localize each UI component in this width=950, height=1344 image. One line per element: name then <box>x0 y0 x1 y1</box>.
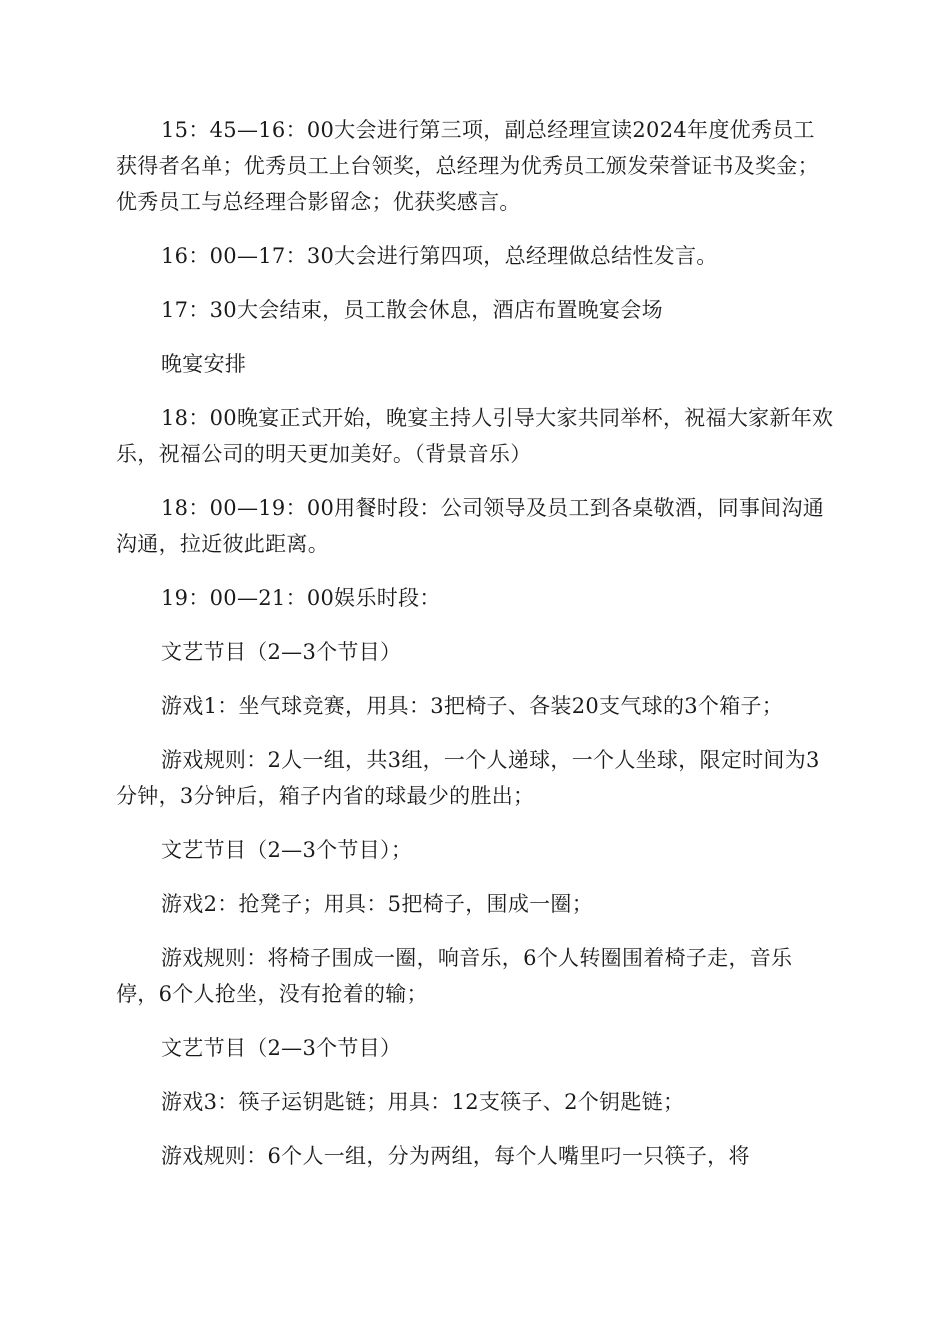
paragraph-performance-2: 文艺节目（2—3个节目）； <box>161 838 413 862</box>
paragraph-award-ceremony: 15：45—16：00大会进行第三项，副总经理宣读2024年度优秀员工获得者名单；优秀员工上台领奖，总经理为优秀员工颁发荣誉证书及奖金；优秀员工与总经理合影留念；优获奖感言。 <box>116 118 819 214</box>
paragraph-performance-1: 文艺节目（2—3个节目） <box>161 640 402 664</box>
paragraph-closing-speech: 16：00—17：30大会进行第四项，总经理做总结性发言。 <box>161 244 718 268</box>
paragraph-game-1: 游戏1：坐气球竞赛，用具：3把椅子、各装20支气球的3个箱子； <box>161 694 784 718</box>
section-heading-banquet: 晚宴安排 <box>161 352 247 376</box>
paragraph-meeting-end: 17：30大会结束，员工散会休息，酒店布置晚宴会场 <box>161 298 663 322</box>
paragraph-banquet-start: 18：00晚宴正式开始，晚宴主持人引导大家共同举杯，祝福大家新年欢乐，祝福公司的明天更加美好。（背景音乐） <box>116 406 834 466</box>
paragraph-entertainment: 19：00—21：00娱乐时段： <box>161 586 441 610</box>
paragraph-dining: 18：00—19：00用餐时段：公司领导及员工到各桌敬酒，同事间沟通沟通，拉近彼此距离。 <box>116 496 825 556</box>
paragraph-game-1-rules: 游戏规则：2人一组，共3组，一个人递球，一个人坐球，限定时间为3分钟，3分钟后，箱子内省的球最少的胜出； <box>116 748 820 808</box>
paragraph-game-3: 游戏3：筷子运钥匙链；用具：12支筷子、2个钥匙链； <box>161 1090 685 1114</box>
document-body <box>116 112 834 1192</box>
paragraph-performance-3: 文艺节目（2—3个节目） <box>161 1036 402 1060</box>
paragraph-game-2-rules: 游戏规则：将椅子围成一圈，响音乐，6个人转圈围着椅子走，音乐停，6个人抢坐，没有抢着的输； <box>116 946 793 1006</box>
paragraph-game-2: 游戏2：抢凳子；用具：5把椅子，围成一圈； <box>161 892 594 916</box>
paragraph-game-3-rules: 游戏规则：6个人一组，分为两组，每个人嘴里叼一只筷子，将 <box>161 1144 750 1168</box>
